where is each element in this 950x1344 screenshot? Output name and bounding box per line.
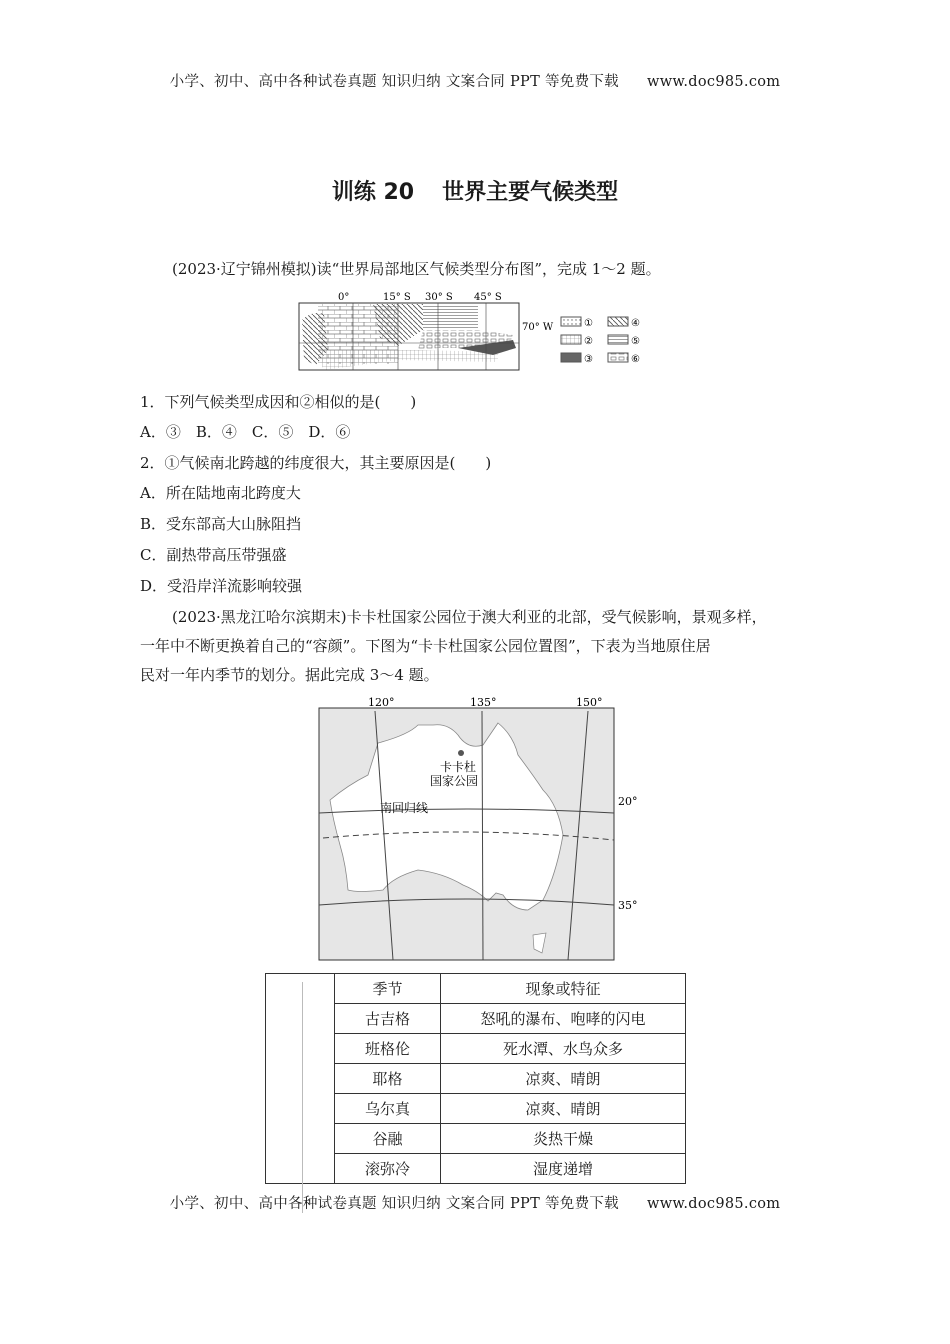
header-season: 季节 <box>335 974 441 1004</box>
page-footer <box>0 1192 950 1213</box>
season-table <box>265 973 686 1184</box>
svg-text:70° W: 70° W <box>522 322 554 333</box>
park-marker-icon <box>458 750 464 756</box>
svg-text:15° S: 15° S <box>383 292 411 303</box>
svg-text:②: ② <box>584 336 593 347</box>
lon-150: 150° <box>576 696 603 709</box>
svg-text:30° S: 30° S <box>425 292 453 303</box>
table-row: 谷融 炎热干燥 <box>266 1124 686 1154</box>
table-row: 滚弥冷 湿度递增 <box>266 1154 686 1184</box>
question-2-option-c: C．副热带高压带强盛 <box>140 546 287 564</box>
australia-map <box>318 695 648 963</box>
lat-35: 35° <box>618 899 638 912</box>
page-header <box>0 70 950 91</box>
svg-text:③: ③ <box>584 354 593 365</box>
question-1-options: A．③ B．④ C．⑤ D．⑥ <box>140 423 351 441</box>
question-2-option-b: B．受东部高大山脉阻挡 <box>140 515 302 533</box>
svg-text:①: ① <box>584 318 593 329</box>
header-site[interactable]: www.doc985.com <box>646 74 781 90</box>
park-label-2: 国家公园 <box>430 774 479 788</box>
climate-map <box>298 290 658 372</box>
park-label: 卡卡杜 <box>440 760 477 774</box>
table-row: 班格伦 死水潭、水鸟众多 <box>266 1034 686 1064</box>
question-1: 1．下列气候类型成因和②相似的是( ) <box>140 393 417 411</box>
footer-site[interactable]: www.doc985.com <box>646 1196 781 1212</box>
question-2: 2．①气候南北跨越的纬度很大，其主要原因是( ) <box>140 454 492 472</box>
section2-intro-1: (2023·黑龙江哈尔滨期末)卡卡杜国家公园位于澳大利亚的北部，受气候影响，景观多样， <box>172 608 767 626</box>
section2-intro-3: 民对一年内季节的划分。据此完成 3～4 题。 <box>140 666 439 684</box>
table-row: 乌尔真 凉爽、晴朗 <box>266 1094 686 1124</box>
lat-20: 20° <box>618 795 638 808</box>
svg-text:⑥: ⑥ <box>631 354 640 365</box>
lon-0: 0° <box>338 292 350 303</box>
lon-135: 135° <box>470 696 497 709</box>
title-number: 训练 20 <box>331 180 415 205</box>
svg-text:⑤: ⑤ <box>631 336 640 347</box>
section1-intro: (2023·辽宁锦州模拟)读“世界局部地区气候类型分布图”，完成 1～2 题。 <box>172 260 661 278</box>
lon-120: 120° <box>368 696 395 709</box>
header-feature: 现象或特征 <box>441 974 686 1004</box>
title-text: 世界主要气候类型 <box>442 180 619 205</box>
footer-text: 小学、初中、高中各种试卷真题 知识归纳 文案合同 PPT 等免费下载 <box>169 1196 619 1212</box>
svg-text:④: ④ <box>631 318 640 329</box>
header-text: 小学、初中、高中各种试卷真题 知识归纳 文案合同 PPT 等免费下载 <box>169 74 619 90</box>
table-row: 耶格 凉爽、晴朗 <box>266 1064 686 1094</box>
svg-text:45° S: 45° S <box>474 292 502 303</box>
page-title <box>0 175 950 206</box>
table-row: 古吉格 怒吼的瀑布、咆哮的闪电 <box>266 1004 686 1034</box>
question-2-option-d: D．受沿岸洋流影响较强 <box>140 577 303 595</box>
section2-intro-2: 一年中不断更换着自己的“容颜”。下图为“卡卡杜国家公园位置图”，下表为当地原住居 <box>140 637 711 655</box>
question-2-option-a: A．所在陆地南北跨度大 <box>140 484 301 502</box>
tropic-label: 南回归线 <box>380 801 429 815</box>
